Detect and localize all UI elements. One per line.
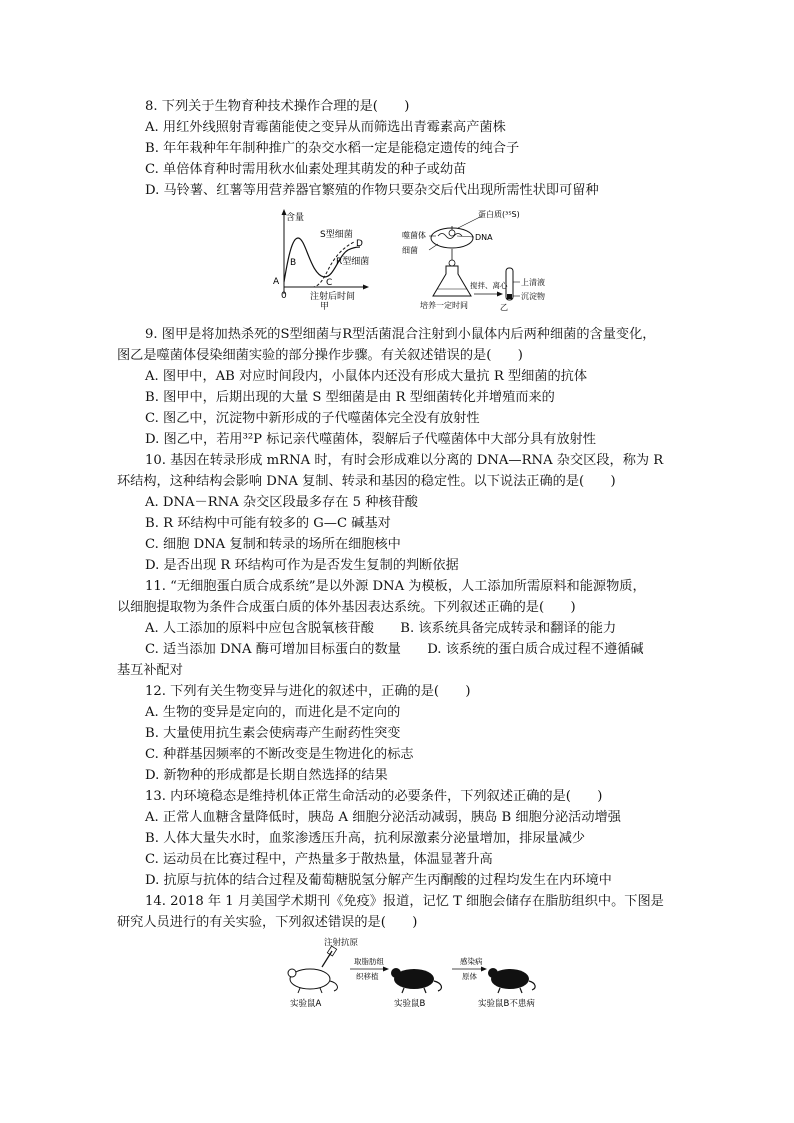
jia-origin: 0	[281, 291, 287, 301]
yi-sediment-label: 沉淀物	[521, 292, 545, 301]
q12-option-b: B. 大量使用抗生素会使病毒产生耐药性突变	[145, 726, 401, 741]
yi-phage-label: 噬菌体	[402, 231, 426, 240]
q8-option-d: D. 马铃薯、红薯等用营养器官繁殖的作物只要杂交后代出现所需性状即可留种	[145, 183, 599, 198]
q11-stem-line-2: 以细胞提取物为条件合成蛋白质的体外基因表达系统。下列叙述正确的是( )	[117, 600, 576, 615]
step2-label-bottom: 原体	[462, 972, 477, 981]
q10-option-c: C. 细胞 DNA 复制和转录的场所在细胞核中	[145, 537, 401, 552]
step1-label-bottom: 织移植	[356, 972, 379, 981]
q11-stem-line-1: 11. “无细胞蛋白质合成系统”是以外源 DNA 为模板，人工添加所需原料和能源物质，	[145, 579, 646, 594]
step2-label-top: 感染病	[460, 957, 483, 966]
q14-stem-line-2: 研究人员进行的有关实验，下列叙述错误的是( )	[117, 915, 418, 930]
q9-option-b: B. 图甲中，后期出现的大量 S 型细菌是由 R 型细菌转化并增殖而来的	[145, 390, 555, 405]
q12-option-d: D. 新物种的形成都是长期自然选择的结果	[145, 768, 388, 783]
mouse-a-white-icon	[288, 969, 337, 993]
q9-stem-line-1: 9. 图甲是将加热杀死的S型细菌与R型活菌混合注射到小鼠体内后两种细菌的含量变化，	[145, 327, 656, 342]
q9-option-a: A. 图甲中，AB 对应时间段内，小鼠体内还没有形成大量抗 R 型细菌的抗体	[145, 369, 588, 384]
q13-option-a: A. 正常人血糖含量降低时，胰岛 A 细胞分泌活动减弱，胰岛 B 细胞分泌活动增强	[145, 810, 621, 825]
q10-option-a: A. DNA－RNA 杂交区段最多存在 5 种核苷酸	[145, 495, 418, 510]
q13-option-b: B. 人体大量失水时，血浆渗透压升高，抗利尿激素分泌量增加，排尿量减少	[145, 831, 586, 846]
q9-stem-line-2: 图乙是噬菌体侵染细菌实验的部分操作步骤。有关叙述错误的是( )	[117, 348, 523, 363]
q9-option-c: C. 图乙中，沉淀物中新形成的子代噬菌体完全没有放射性	[145, 411, 480, 426]
q8-option-a: A. 用红外线照射青霉菌能使之变异从而筛选出青霉素高产菌株	[145, 120, 506, 135]
q10-stem-line-2: 环结构，这种结构会影响 DNA 复制、转录和基因的稳定性。以下说法正确的是( )	[117, 474, 616, 489]
q9-option-d: D. 图乙中，若用³²P 标记亲代噬菌体，裂解后子代噬菌体中大部分具有放射性	[145, 432, 596, 447]
mouse-b-label: 实验鼠B	[394, 999, 426, 1009]
jia-point-b: B	[290, 258, 297, 268]
jia-point-d: D	[356, 239, 363, 249]
figure-yi	[400, 206, 550, 312]
mouse-b-after-infection-icon	[488, 968, 535, 993]
inject-antigen-label: 注射抗原	[324, 938, 359, 948]
step1-label-top: 取脂肪组	[354, 957, 384, 966]
jia-r-label: R型细菌	[336, 257, 370, 267]
yi-caption: 乙	[500, 303, 508, 312]
q11-options-row-2: C. 适当添加 DNA 酶可增加目标蛋白的数量 D. 该系统的蛋白质合成过程不遵循碱	[145, 642, 644, 657]
q8-option-b: B. 年年栽种年年制种推广的杂交水稻一定是能稳定遗传的纯合子	[145, 141, 520, 156]
figure-jia	[268, 208, 380, 310]
yi-protein-label: 蛋白质(³⁵S)	[478, 210, 520, 219]
mouse-a-label: 实验鼠A	[290, 999, 322, 1009]
yi-bacteria-label: 细菌	[402, 246, 418, 255]
q12-stem: 12. 下列有关生物变异与进化的叙述中，正确的是( )	[145, 684, 471, 699]
figure-q14-mice-experiment	[280, 933, 540, 1011]
jia-xlabel: 注射后时间	[310, 292, 356, 302]
jia-s-label: S型细菌	[320, 230, 353, 240]
jia-caption: 甲	[320, 302, 330, 310]
yi-stir-label: 搅拌、离心	[470, 281, 508, 290]
jia-point-c: C	[326, 278, 333, 288]
q14-stem-line-1: 14. 2018 年 1 月美国学术期刊《免疫》报道，记忆 T 细胞会储存在脂肪组织中。下图是	[145, 894, 664, 909]
q11-options-row-1: A. 人工添加的原料中应包含脱氧核苷酸 B. 该系统具备完成转录和翻译的能力	[145, 621, 617, 636]
q8-option-c: C. 单倍体育种时需用秋水仙素处理其萌发的种子或幼苗	[145, 162, 467, 177]
q12-option-a: A. 生物的变异是定向的，而进化是不定向的	[145, 705, 401, 720]
mouse-b-black-icon	[391, 968, 441, 993]
yi-culture-label: 培养一定时间	[420, 301, 468, 310]
q10-stem-line-1: 10. 基因在转录形成 mRNA 时，有时会形成难以分离的 DNA—RNA 杂交区段，称为 R	[145, 453, 664, 468]
q8-stem: 8. 下列关于生物育种技术操作合理的是( )	[145, 99, 410, 114]
q10-option-b: B. R 环结构中可能有较多的 G—C 碱基对	[145, 516, 391, 531]
q13-stem: 13. 内环境稳态是维持机体正常生命活动的必要条件，下列叙述正确的是( )	[145, 789, 603, 804]
yi-dna-label: DNA	[475, 233, 493, 242]
q10-option-d: D. 是否出现 R 环结构可作为是否发生复制的判断依据	[145, 558, 459, 573]
jia-point-a: A	[273, 277, 280, 287]
mouse-b-not-sick-label: 实验鼠B不患病	[478, 999, 535, 1009]
q13-option-d: D. 抗原与抗体的结合过程及葡萄糖脱氢分解产生丙酮酸的过程均发生在内环境中	[145, 873, 612, 888]
yi-supernatant-label: 上清液	[521, 278, 545, 287]
q13-option-c: C. 运动员在比赛过程中，产热量多于散热量，体温显著升高	[145, 852, 493, 867]
q11-option-d-wrap: 基互补配对	[117, 663, 183, 678]
q12-option-c: C. 种群基因频率的不断改变是生物进化的标志	[145, 747, 414, 762]
jia-ylabel: 含量	[286, 213, 305, 223]
